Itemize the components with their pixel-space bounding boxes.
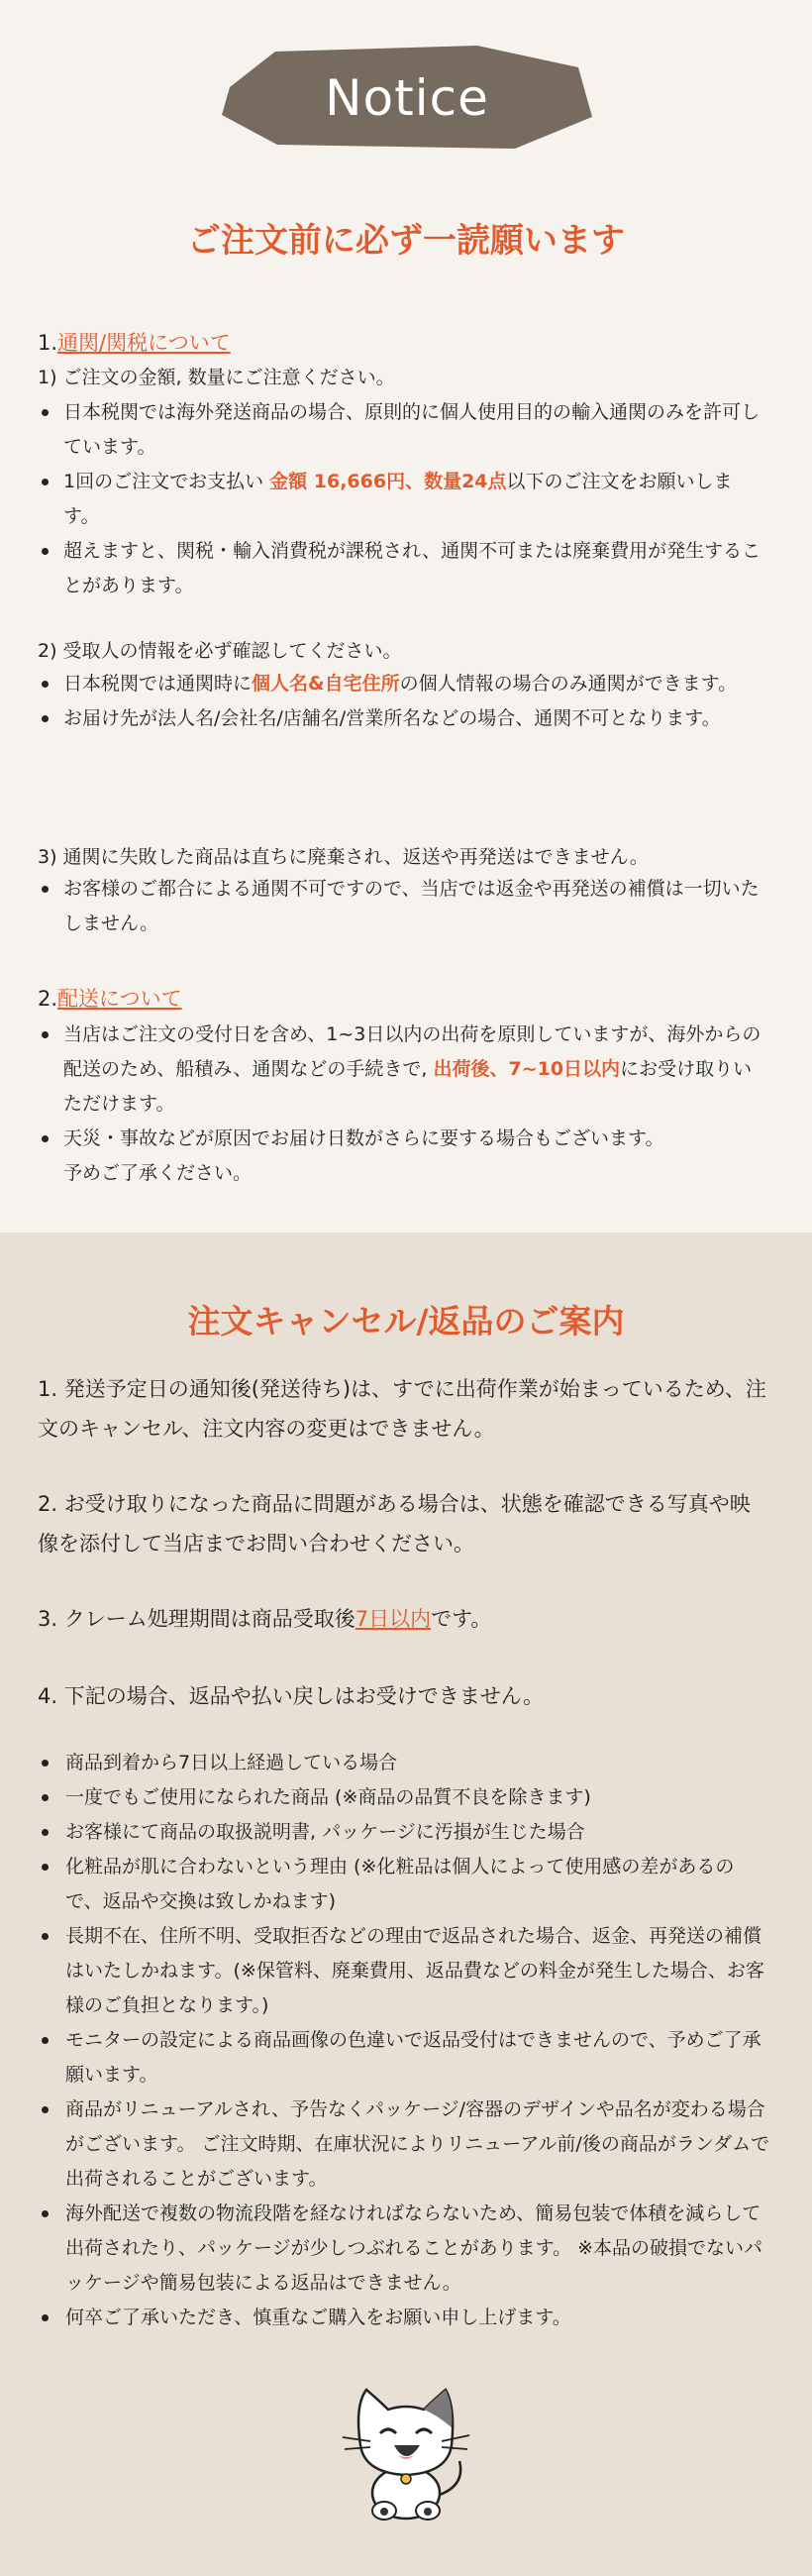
list-item: 商品到着から7日以上経過している場合 [38, 1746, 770, 1780]
section1-title: 通関/関税について [57, 331, 231, 355]
list-item: 海外配送で複数の物流段階を経なければならないため、簡易包装で体積を減らして出荷されたり、パッケージが少しつぶれることがあります。 ※本品の破損でないパッケージや簡易包装による返品はできません。 [38, 2197, 770, 2301]
section1-sub2: 2) 受取人の情報を必ず確認してください。 [38, 640, 402, 662]
cancel-p3: 3. クレーム処理期間は商品受取後7日以内です。 [38, 1607, 492, 1631]
highlight-7days: 7日以内 [355, 1607, 432, 1631]
highlight-delivery: 出荷後、7~10日以内 [433, 1058, 621, 1080]
notice-title: Notice [325, 69, 489, 127]
cancel-list [38, 1746, 770, 2335]
list-item: 何卒ご了承いただき、慎重なご購入をお願い申し上げます。 [38, 2301, 770, 2335]
list-item: お客様にて商品の取扱説明書, パッケージに汚損が生じた場合 [38, 1815, 770, 1850]
cancel-p4: 4. 下記の場合、返品や払い戻しはお受けできません。 [38, 1684, 544, 1708]
section1-sub1-list [38, 395, 766, 603]
highlight-personal: 個人名&自宅住所 [252, 673, 400, 695]
list-item: 当店はご注文の受付日を含め、1~3日以内の出荷を原則していますが、海外からの配送のため、船積み、通関などの手続きで, 出荷後、7~10日以内にお受け取りいただけます。 [38, 1018, 766, 1122]
section1-sub3-list [38, 872, 766, 941]
cat-mascot-icon [337, 2376, 475, 2524]
section1-heading [38, 327, 231, 357]
list-item: 商品がリニューアルされ、予告なくパッケージ/容器のデザインや品名が変わる場合がございます。 ご注文時期、在庫状況によりリニューアル前/後の商品がランダムで出荷されることがございます。 [38, 2093, 770, 2197]
list-item: 1回のご注文でお支払い 金額 16,666円、数量24点以下のご注文をお願いします。 [38, 465, 766, 534]
notice-banner [222, 46, 592, 151]
section2-num: 2. [38, 987, 58, 1011]
cancel-title: 注文キャンセル/返品のご案内 [187, 1302, 625, 1341]
section1-num: 1. [38, 331, 58, 355]
list-item: 化粧品が肌に合わないという理由 (※化粧品は個人によって使用感の差があるので、返品や交換は致しかねます) [38, 1850, 770, 1919]
section1-sub2-list [38, 667, 766, 736]
list-item: 日本税関では海外発送商品の場合、原則的に個人使用目的の輸入通関のみを許可しています。 [38, 395, 766, 465]
section2-heading [38, 983, 182, 1013]
cancel-p2: 2. お受け取りになった商品に問題がある場合は、状態を確認できる写真や映像を添付して当店までお問い合わせください。 [38, 1492, 751, 1556]
cancel-p1: 1. 発送予定日の通知後(発送待ち)は、すでに出荷作業が始まっているため、注文のキャンセル、注文内容の変更はできません。 [38, 1377, 766, 1441]
section2-list [38, 1018, 766, 1191]
list-item: お届け先が法人名/会社名/店舗名/営業所名などの場合、通関不可となります。 [38, 701, 766, 736]
list-item: 超えますと、関税・輸入消費税が課税され、通関不可または廃棄費用が発生することがあります。 [38, 534, 766, 603]
list-item: 長期不在、住所不明、受取拒否などの理由で返品された場合、返金、再発送の補償はいたしかねます。(※保管料、廃棄費用、返品費などの料金が発生した場合、お客様のご負担となります。) [38, 1919, 770, 2023]
list-item: モニターの設定による商品画像の色違いで返品受付はできませんので、予めご了承願います。 [38, 2023, 770, 2093]
list-item: 日本税関では通関時に個人名&自宅住所の個人情報の場合のみ通関ができます。 [38, 667, 766, 701]
list-item: 一度でもご使用になられた商品 (※商品の品質不良を除きます) [38, 1780, 770, 1815]
highlight-amount: 金額 16,666円、数量24点 [269, 471, 507, 492]
section1-sub3: 3) 通関に失敗した商品は直ちに廃棄され、返送や再発送はできません。 [38, 846, 649, 868]
section1-sub1: 1) ご注文の金額, 数量にご注意ください。 [38, 367, 395, 388]
list-item: 天災・事故などが原因でお届け日数がさらに要する場合もございます。 予めご了承ください。 [38, 1122, 766, 1191]
section2-title: 配送について [57, 987, 182, 1011]
notice-section [0, 0, 812, 1233]
list-item: お客様のご都合による通関不可ですので、当店では返金や再発送の補償は一切いたしません。 [38, 872, 766, 941]
main-title: ご注文前に必ず一読願います [187, 221, 625, 261]
